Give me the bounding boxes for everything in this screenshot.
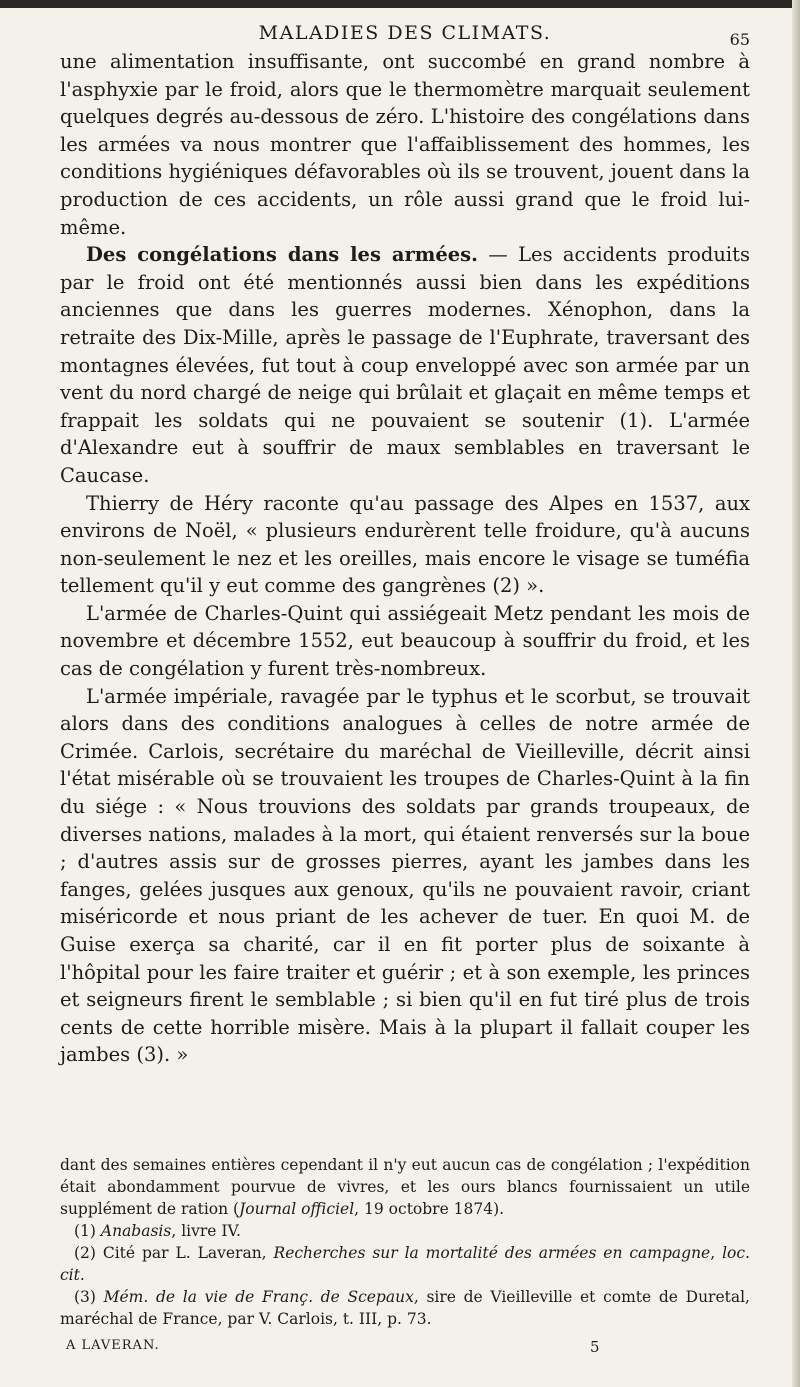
- paragraph-2: [60, 241, 750, 489]
- section-heading-inline: Des congélations dans les armées.: [86, 243, 478, 267]
- footnote-continued-text: dant des semaines entières cependant il n'y eut aucun cas de congélation ; l'expédition était abondamment pourvue de vivres, et les ours blancs fournissaient un utile supplément de ration (: [60, 1156, 750, 1218]
- footnote-3: [60, 1286, 750, 1330]
- footnote-continued: [60, 1154, 750, 1220]
- footnote-continued-end: , 19 octobre 1874).: [354, 1200, 505, 1218]
- paragraph-3: Thierry de Héry raconte qu'au passage des Alpes en 1537, aux environs de Noël, « plusieurs endurèrent telle froidure, qu'à aucuns non-seulement le nez et les oreilles, mais encore le visage se tuméfia tellement qu'il y eut comme des gangrènes (2) ».: [60, 491, 750, 598]
- footnote-2-title: Recherches sur la mortalité des armées en campagne: [273, 1244, 711, 1262]
- footnote-1-end: , livre IV.: [171, 1222, 241, 1240]
- scan-right-edge: [792, 0, 800, 1387]
- footnote-2: [60, 1242, 750, 1286]
- footnote-3-end: , sire de Vieilleville et comte de Duretal, maréchal de France, par V. Carlois, t. III, p. 73.: [60, 1288, 750, 1328]
- footnote-1: [60, 1220, 750, 1242]
- signature-number: 5: [590, 1338, 600, 1356]
- paragraph-4: L'armée de Charles-Quint qui assiégeait Metz pendant les mois de novembre et décembre 1552, eut beaucoup à souffrir du froid, et les cas de congélation y furent très-nombreux.: [60, 601, 750, 681]
- page-header: [60, 18, 750, 48]
- footnotes: [60, 1154, 750, 1330]
- footnote-3-mark: (3): [74, 1288, 104, 1306]
- footnote-2-end: ,: [710, 1244, 716, 1262]
- footnote-1-mark: (1): [74, 1222, 101, 1240]
- footnote-3-title: Mém. de la vie de Franç. de Scepaux: [103, 1288, 414, 1306]
- main-text: [60, 48, 750, 1069]
- running-head: MALADIES DES CLIMATS.: [258, 22, 552, 44]
- footnote-continued-source: Journal officiel: [239, 1200, 355, 1218]
- paragraph-2-body: — Les accidents produits par le froid ont été mentionnés aussi bien dans les expéditions anciennes que dans les guerres modernes. Xénophon, dans la retraite des Dix-Mille, après le passage de l'Euphrate, traversant des montagnes élevées, fut tout à coup enveloppé avec son armée par un vent du nord chargé de neige qui brûlait et glaçait en même temps et frappait les soldats qui ne pouvaient se soutenir (1). L'armée d'Alexandre eut à souffrir de maux semblables en traversant le Caucase.: [60, 243, 750, 487]
- footnote-2-loc: loc. cit.: [60, 1244, 750, 1284]
- paragraph-1: une alimentation insuffisante, ont succombé en grand nombre à l'asphyxie par le froid, alors que le thermomètre marquait seulement quelques degrés au-dessous de zéro. L'histoire des congélations dans les armées va nous montrer que l'affaiblissement des hommes, les conditions hygiéniques défavorables où ils se trouvent, jouent dans la production de ces accidents, un rôle aussi grand que le froid lui-même.: [60, 50, 750, 239]
- printer-signature: A LAVERAN.: [66, 1338, 160, 1353]
- footnote-2-start: (2) Cité par L. Laveran,: [74, 1244, 274, 1262]
- page-number: 65: [729, 30, 750, 49]
- scan-top-edge: [0, 0, 800, 8]
- paragraph-5: L'armée impériale, ravagée par le typhus et le scorbut, se trouvait alors dans des conditions analogues à celles de notre armée de Crimée. Carlois, secrétaire du maréchal de Vieilleville, décrit ainsi l'état misérable où se trouvaient les troupes de Charles-Quint à la fin du siége : « Nous trouvions des soldats par grands troupeaux, de diverses nations, malades à la mort, qui étaient renversés sur la boue ; d'autres assis sur de grosses pierres, ayant les jambes dans les fanges, gelées jusques aux genoux, qu'ils ne pouvaient ravoir, criant miséricorde et nous priant de les achever de tuer. En quoi M. de Guise exerça sa charité, car il en fit porter plus de soixante à l'hôpital pour les faire traiter et guérir ; et à son exemple, les princes et seigneurs firent le semblable ; si bien qu'il en fut tiré plus de trois cents de cette horrible misère. Mais à la plupart il fallait couper les jambes (3). »: [60, 684, 750, 1067]
- footnote-1-title: Anabasis: [100, 1222, 172, 1240]
